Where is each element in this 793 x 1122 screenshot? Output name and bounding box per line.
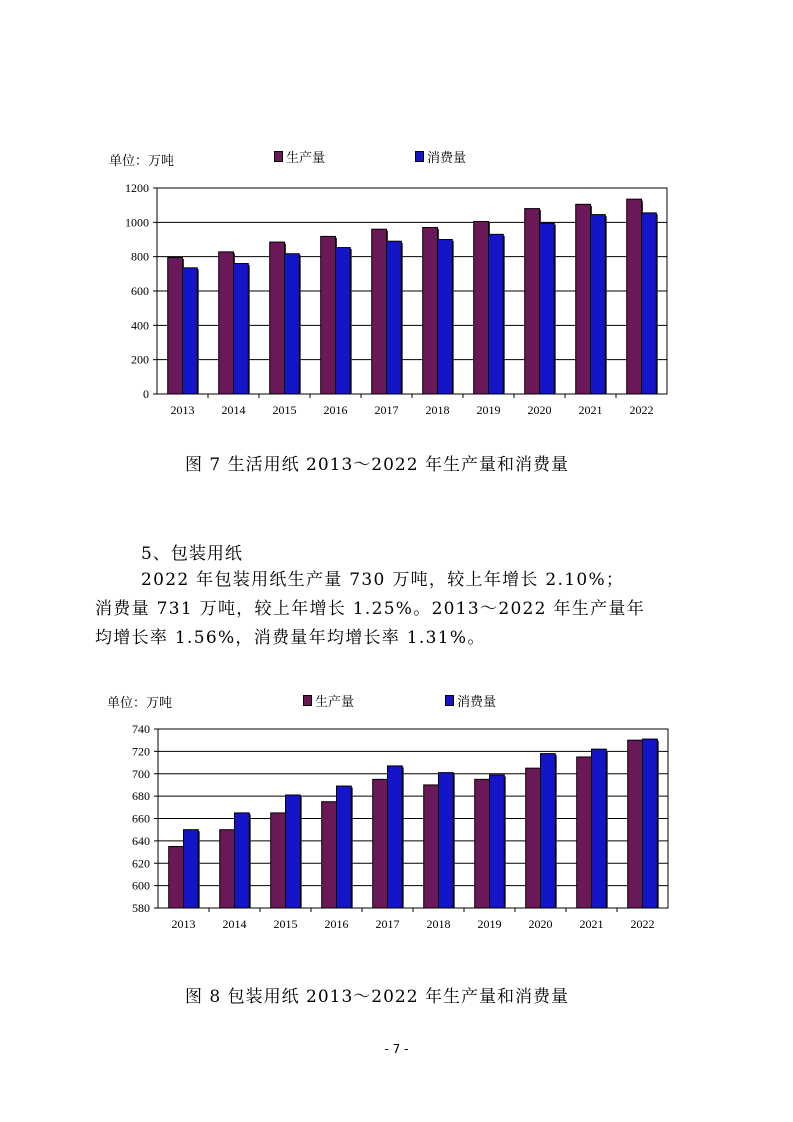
x-tick-label: 2020 (528, 917, 553, 931)
bar-production-2016 (322, 802, 337, 908)
y-tick-label: 200 (131, 352, 149, 367)
y-tick-label: 740 (132, 722, 150, 736)
x-tick-label: 2018 (425, 403, 450, 417)
x-tick-label: 2017 (375, 917, 400, 931)
bar-production-2021 (577, 757, 592, 908)
bar-consumption-2019 (490, 775, 505, 908)
bar-production-2022 (628, 740, 643, 908)
x-tick-label: 2019 (476, 403, 501, 417)
paragraph-line-3: 均增长率 1.56%，消费量年均增长率 1.31%。 (95, 628, 486, 648)
chart7-unit-label: 单位：万吨 (109, 154, 175, 169)
legend-label: 消费量 (457, 695, 497, 710)
x-tick-label: 2016 (324, 917, 349, 931)
x-tick-label: 2020 (527, 403, 552, 417)
y-tick-label: 400 (131, 318, 149, 333)
x-tick-label: 2022 (629, 403, 654, 417)
bar-production-2019 (475, 779, 490, 908)
section-title: 5、包装用纸 (141, 544, 243, 564)
bar-consumption-2020 (541, 754, 556, 908)
y-tick-label: 640 (132, 833, 150, 848)
bar-production-2015 (271, 813, 286, 908)
bar-production-2017 (373, 779, 388, 908)
bar-production-2013 (169, 846, 184, 908)
legend-label: 生产量 (286, 151, 326, 166)
x-tick-label: 2017 (374, 403, 399, 417)
x-tick-label: 2013 (170, 403, 195, 417)
y-tick-label: 680 (132, 789, 150, 804)
x-tick-label: 2019 (477, 917, 502, 931)
y-tick-label: 800 (131, 249, 149, 264)
paragraph-line-2: 消费量 731 万吨，较上年增长 1.25%。2013～2022 年生产量年 (95, 599, 645, 619)
page-number: - 7 - (384, 1042, 409, 1056)
bar-production-2018 (424, 785, 439, 908)
x-tick-label: 2021 (579, 917, 604, 931)
x-tick-label: 2014 (222, 917, 247, 931)
x-tick-label: 2015 (272, 403, 297, 417)
x-tick-label: 2014 (221, 403, 246, 417)
bar-consumption-2014 (235, 813, 250, 908)
bar-consumption-2016 (337, 786, 352, 908)
bar-consumption-2017 (388, 766, 403, 908)
x-tick-label: 2015 (273, 917, 298, 931)
chart8-caption: 图 8 包装用纸 2013～2022 年生产量和消费量 (185, 987, 569, 1007)
bar-production-2014 (220, 830, 235, 908)
y-tick-label: 700 (132, 766, 150, 781)
bar-consumption-2018 (439, 773, 454, 908)
bar-consumption-2022 (643, 739, 658, 908)
y-tick-label: 620 (132, 856, 150, 871)
y-tick-label: 720 (132, 744, 150, 759)
x-tick-label: 2018 (426, 917, 451, 931)
y-tick-label: 1000 (125, 215, 149, 230)
y-tick-label: 0 (143, 387, 149, 401)
x-tick-label: 2021 (578, 403, 603, 417)
legend-label: 生产量 (315, 695, 355, 710)
bar-production-2020 (526, 768, 541, 908)
y-tick-label: 660 (132, 811, 150, 826)
legend-label: 消费量 (427, 151, 467, 166)
paragraph-line-1: 2022 年包装用纸生产量 730 万吨，较上年增长 2.10%； (141, 570, 625, 590)
x-tick-label: 2016 (323, 403, 348, 417)
chart8-unit-label: 单位：万吨 (107, 696, 173, 711)
y-tick-label: 580 (132, 901, 150, 915)
bar-consumption-2021 (592, 749, 607, 908)
y-tick-label: 1200 (125, 181, 149, 195)
bar-consumption-2015 (286, 795, 301, 908)
x-tick-label: 2013 (171, 917, 196, 931)
bar-consumption-2013 (184, 830, 199, 908)
y-tick-label: 600 (132, 878, 150, 893)
y-tick-label: 600 (131, 284, 149, 298)
x-tick-label: 2022 (630, 917, 655, 931)
chart7-caption: 图 7 生活用纸 2013～2022 年生产量和消费量 (185, 455, 569, 475)
